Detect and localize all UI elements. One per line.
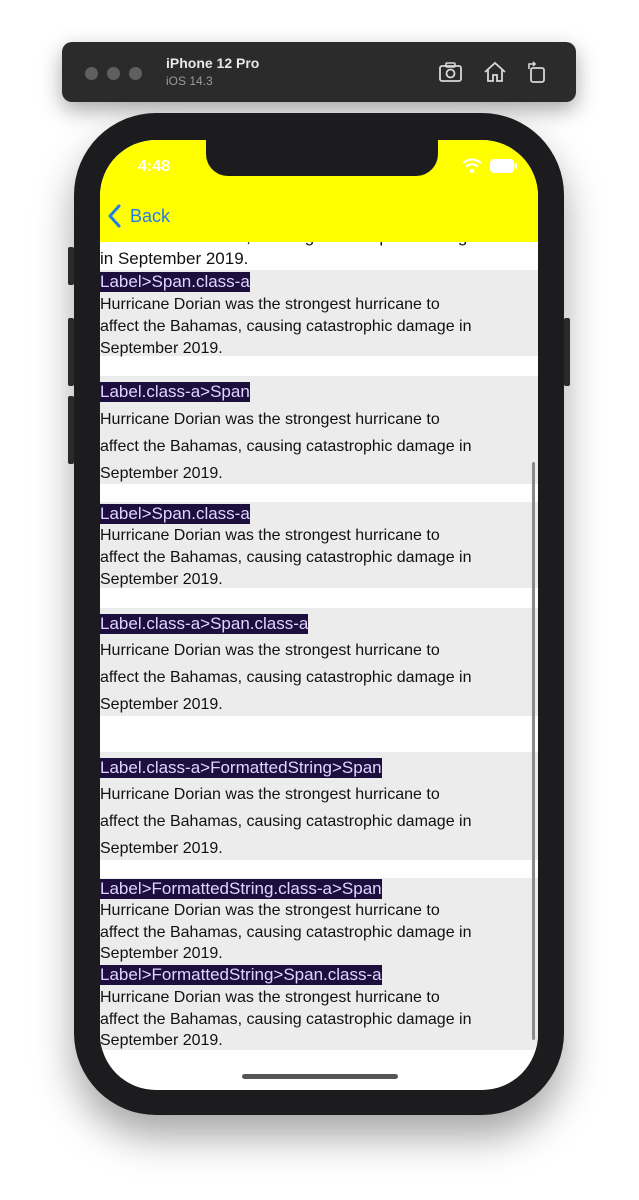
text-line: September 2019.	[100, 696, 223, 713]
text-line: September 2019.	[100, 945, 223, 962]
text-line: Hurricane Dorian was the strongest hurricane to	[100, 642, 440, 659]
span-header: Label>Span.class-a	[100, 504, 250, 523]
partial-line: in September 2019.	[100, 249, 249, 268]
text-line: Hurricane Dorian was the strongest hurricane to	[100, 902, 440, 919]
list-item	[100, 781, 532, 862]
battery-icon	[490, 159, 518, 173]
list-item	[100, 987, 532, 1052]
text-line: September 2019.	[100, 840, 223, 857]
back-button[interactable]	[108, 204, 170, 228]
text-line: affect the Bahamas, causing catastrophic damage in	[100, 813, 472, 830]
list-item	[100, 525, 532, 591]
text-line: affect the Bahamas, causing catastrophic damage in	[100, 318, 472, 335]
window-close-dot[interactable]	[85, 67, 98, 80]
text-line: affect the Bahamas, causing catastrophic damage in	[100, 1010, 472, 1028]
span-header: Label.class-a>Span	[100, 382, 250, 401]
rotate-icon[interactable]	[524, 60, 550, 84]
text-line: affect the Bahamas, causing catastrophic damage in	[100, 923, 472, 941]
simulator-toolbar	[62, 42, 576, 102]
wifi-icon	[462, 158, 482, 174]
device-name: iPhone 12 Pro	[166, 55, 260, 71]
span-header: Label.class-a>Span.class-a	[100, 614, 309, 633]
vertical-scrollbar[interactable]	[532, 462, 535, 1040]
power-button	[564, 318, 570, 386]
volume-up-button	[68, 318, 74, 386]
text-line: Hurricane Dorian was the strongest hurricane to	[100, 296, 440, 313]
back-label: Back	[130, 205, 171, 226]
list-item	[100, 900, 532, 965]
span-header: Label.class-a>FormattedString>Span	[100, 758, 382, 777]
screenshot-icon[interactable]	[438, 60, 464, 84]
text-line: Hurricane Dorian was the strongest hurricane to	[100, 786, 440, 803]
mute-switch	[68, 247, 74, 285]
text-line: September 2019.	[100, 1032, 223, 1049]
text-line: Hurricane Dorian was the strongest hurricane to	[100, 411, 440, 428]
list-item	[100, 637, 532, 718]
text-line: affect the Bahamas, causing catastrophic damage in	[100, 438, 472, 455]
home-icon[interactable]	[482, 60, 508, 84]
window-minimize-dot[interactable]	[107, 67, 120, 80]
text-line: affect the Bahamas, causing catastrophic damage in	[100, 549, 472, 566]
window-zoom-dot[interactable]	[129, 67, 142, 80]
span-header: Label>FormattedString>Span.class-a	[100, 965, 382, 984]
text-line: affect the Bahamas, causing catastrophic damage in	[100, 669, 472, 686]
device-screen	[100, 140, 538, 1090]
volume-down-button	[68, 396, 74, 464]
text-line: September 2019.	[100, 465, 223, 482]
status-time: 4:48	[138, 158, 171, 175]
notch	[206, 140, 438, 176]
text-line: September 2019.	[100, 340, 223, 357]
home-indicator[interactable]	[242, 1074, 398, 1079]
content-list[interactable]	[100, 140, 538, 1090]
text-line: Hurricane Dorian was the strongest hurricane to	[100, 527, 440, 544]
os-version: iOS 14.3	[166, 74, 213, 88]
span-header: Label>Span.class-a	[100, 272, 250, 291]
span-header: Label>FormattedString.class-a>Span	[100, 879, 382, 898]
list-item	[100, 406, 532, 487]
text-line: September 2019.	[100, 571, 223, 588]
chevron-left-icon	[108, 204, 122, 228]
text-line: Hurricane Dorian was the strongest hurricane to	[100, 989, 440, 1006]
list-item	[100, 294, 532, 360]
